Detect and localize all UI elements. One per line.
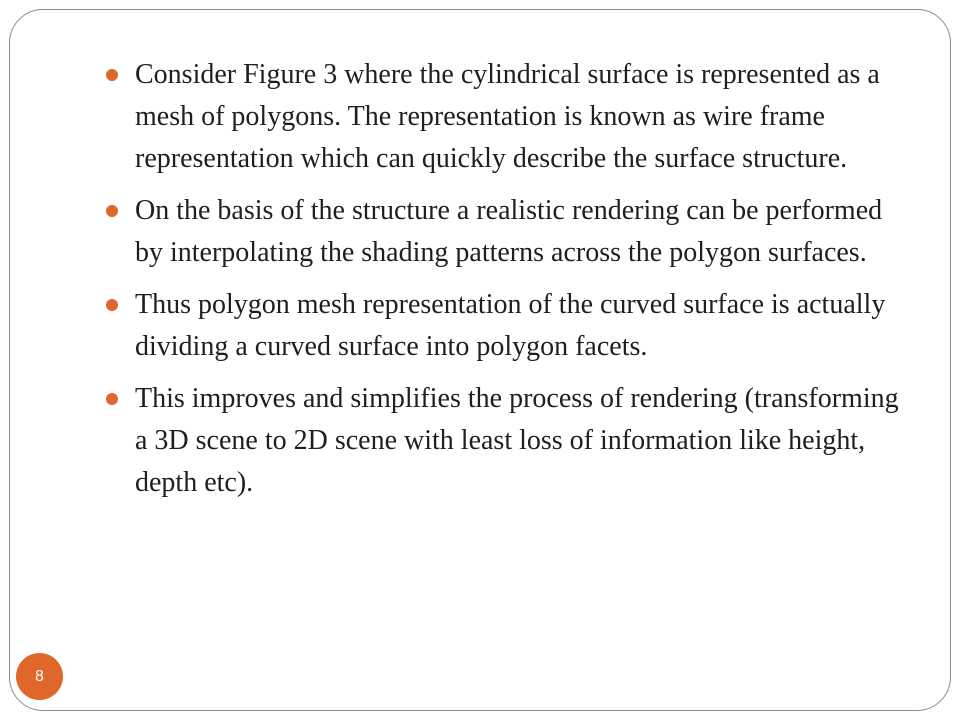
page-number: 8 bbox=[35, 667, 44, 685]
bullet-item-3 bbox=[103, 284, 903, 368]
bullet-item-4 bbox=[103, 378, 903, 504]
bullet-item-1 bbox=[103, 54, 903, 180]
bullet-text: Consider Figure 3 where the cylindrical surface is represented as a mesh of polygons. The representation is known as wire frame representation which can quickly describe the surface structure. bbox=[135, 59, 880, 174]
bullet-text: On the basis of the structure a realistic rendering can be performed by interpolating the shading patterns across the polygon surfaces. bbox=[135, 195, 883, 268]
bullet-dot-icon bbox=[106, 299, 118, 311]
bullet-text: Thus polygon mesh representation of the curved surface is actually dividing a curved surface into polygon facets. bbox=[135, 289, 886, 362]
bullet-list bbox=[103, 54, 903, 514]
bullet-dot-icon bbox=[106, 205, 118, 217]
bullet-dot-icon bbox=[106, 393, 118, 405]
page-number-badge bbox=[16, 653, 63, 700]
bullet-dot-icon bbox=[106, 69, 118, 81]
bullet-text: This improves and simplifies the process of rendering (transforming a 3D scene to 2D scene with least loss of information like height, depth etc). bbox=[135, 383, 899, 498]
bullet-item-2 bbox=[103, 190, 903, 274]
